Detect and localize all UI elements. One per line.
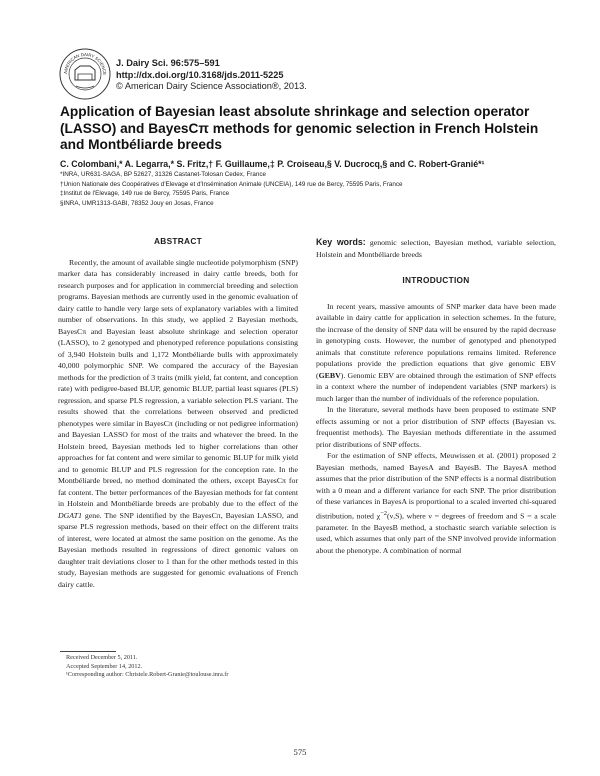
svg-text:AMERICAN DAIRY SCIENCE ASSOCIA: AMERICAN DAIRY SCIENCE <box>62 51 108 76</box>
doi-link[interactable]: http://dx.doi.org/10.3168/jds.2011-5225 <box>116 69 284 80</box>
chi-square-exponent: −2 <box>380 509 388 517</box>
intro-p1-text-a: In recent years, massive amounts of SNP marker data have been made available in dairy cattle for application in selection schemes. In the future, the increase of the density of SNP data will be ensured by the rapid decrease in genotyping costs. However, the number of genotyped and phenotyped animals that constitute reference populations remains limited. Reference populations provide the prediction equations that give genomic EBV ( <box>316 301 556 380</box>
journal-citation: J. Dairy Sci. 96:575–591 <box>116 58 220 68</box>
intro-paragraph-2: In the literature, several methods have been proposed to estimate SNP effects assuming or not a prior distribution of SNP effects (Bayesian vs. frequentist methods). The Bayesian methods differentiate in the assumed prior distributions of SNP effects. <box>316 405 556 449</box>
accepted-date: Accepted September 14, 2012. <box>66 662 143 670</box>
journal-info <box>116 58 307 93</box>
intro-p3-text-a: For the estimation of SNP effects, Meuwissen et al. (2001) proposed 2 Bayesian methods, named BayesA and BayesB. The BayesA method assumes that the prior distribution of the SNP effects is a normal distribution with a 0 mean and a different variance for each SNP. The prior distribution of these variances in BayesA is proportional to a scaled inverted chi-squared distribution, noted χ <box>316 451 556 521</box>
keywords-label: Key words: <box>316 237 366 247</box>
affiliation-inra-gabi: §INRA, UMR1313-GABI, 78352 Jouy en Josas, France <box>60 200 214 208</box>
affiliations <box>60 170 560 209</box>
intro-paragraph-3 <box>316 450 556 556</box>
gebv-abbrev: GEBV <box>318 370 341 380</box>
intro-paragraph-1 <box>316 301 556 405</box>
copyright-notice: © American Dairy Science Association®, 2013. <box>116 81 307 91</box>
affiliation-institut-elevage: ‡Institut de l'Elevage, 149 rue de Bercy, 75595 Paris, France <box>60 190 230 198</box>
received-date: Received December 5, 2011. <box>66 654 138 661</box>
ads-association-logo <box>59 48 111 100</box>
abstract-heading: ABSTRACT <box>153 236 203 246</box>
abstract-text-part-2: gene. The SNP identified by the BayesCπ, Bayesian LASSO, and sparse PLS regression methods, based on their effect on the different traits of interest, were located at almost the same position on the genome. As the Bayesian methods resulted in regressions of direct genomic values on daughter trait deviations closer to 1 than for the other methods tested in this study, Bayesian methods are suggested for genomic evaluations of French dairy cattle. <box>58 510 298 589</box>
corresponding-author[interactable]: ¹Corresponding author: Christele.Robert-Granie@toulouse.inra.fr <box>66 671 229 679</box>
article-title: Application of Bayesian least absolute shrinkage and selection operator (LASSO) and BayesCπ methods for genomic selection in French Holstein and Montbéliarde breeds <box>60 104 539 153</box>
abstract-text <box>58 257 298 591</box>
left-column <box>58 236 298 590</box>
abstract-text-part-1: Recently, the amount of available single nucleotide polymorphism (SNP) marker data has considerably increased in dairy cattle breeds, both for research purposes and for application in commercial breeding and selection programs. Bayesian methods are currently used in the genomic evaluation of dairy cattle to handle very large sets of explanatory variables with a limited number of observations. In this study, we applied 2 Bayesian methods, BayesCπ and Bayesian least absolute shrinkage and selection operator (LASSO), to 2 genotyped and phenotyped reference populations consisting of 3,940 Holstein bulls and 1,172 Montbéliarde bulls with approximately 40,000 polymorphic SNP. We compared the accuracy of the Bayesian methods for the prediction of 3 traits (milk yield, fat content, and conception rate) with pedigree-based BLUP, genomic BLUP, partial least squares (PLS) regression, and sparse PLS regression, a variable selection PLS variant. The results showed that the correlations between observed and predicted phenotypes were similar in BayesCπ (including or not pedigree information) and Bayesian LASSO for most of the traits and whatever the breed. In the Holstein breed, Bayesian methods led to higher correlations than other approaches for fat content and were similar to genomic BLUP for milk yield and to genomic BLUP and PLS regression for the conception rate. In the Montbéliarde breed, no method dominated the others, except BayesCπ for fat content. The better performances of the Bayesian methods for fat content in Holstein and Montbéliarde breeds are probably due to the effect of the <box>58 257 298 508</box>
keywords <box>316 237 556 260</box>
footnotes <box>66 654 228 680</box>
intro-p3-text-b: (ν,S), where ν = degrees of freedom and S = a scale parameter. In the BayesB method, a stochastic search variable selection is used, which assumes that only part of the SNP involved provide information about the phenotype. A combination of normal <box>316 511 556 555</box>
affiliation-unceia: †Union Nationale des Coopératives d'Elevage et d'Insémination Animale (UNCEIA), 149 rue de Bercy, 75595 Paris, France <box>60 180 403 188</box>
footnote-divider <box>60 651 116 652</box>
gene-name: DGAT1 <box>58 510 82 520</box>
author-list: C. Colombani,* A. Legarra,* S. Fritz,† F. Guillaume,‡ P. Croiseau,§ V. Ducrocq,§ and C. Robert-Granié*¹ <box>60 159 485 169</box>
keywords-text: genomic selection, Bayesian method, variable selection, Holstein and Montbéliarde breeds <box>316 238 557 259</box>
right-column <box>316 235 556 556</box>
affiliation-inra-saga: *INRA, UR631-SAGA, BP 52627, 31326 Castanet-Tolosan Cedex, France <box>60 171 267 178</box>
intro-p1-text-b: ). Genomic EBV are obtained through the estimation of SNP effects in a context where the number of independent variables (SNP markers) is much larger than the number of individuals of the reference population. <box>316 370 556 403</box>
page-number: 575 <box>293 747 307 757</box>
introduction-heading: INTRODUCTION <box>402 275 470 285</box>
